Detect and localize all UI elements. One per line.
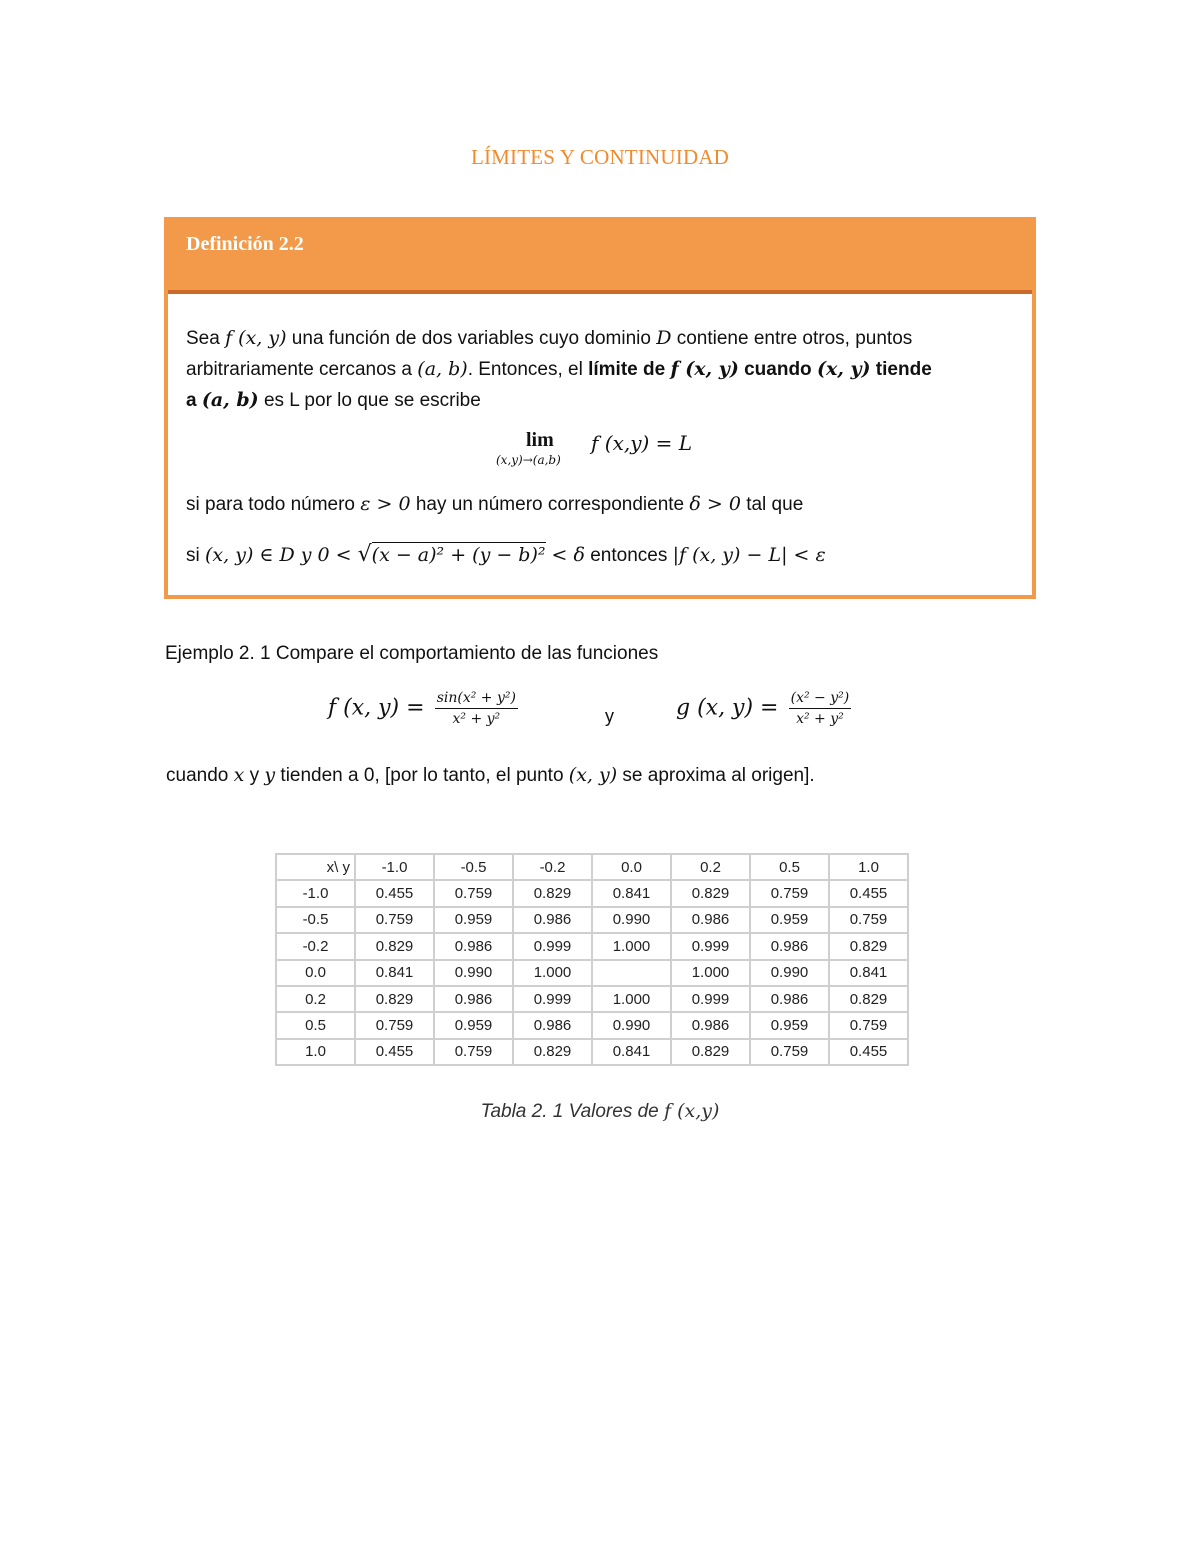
text: hay un número correspondiente (410, 494, 690, 515)
bold-math: f (x, y) (670, 358, 739, 380)
math: (a, b) (417, 358, 468, 380)
table-cell: 0.829 (671, 880, 750, 906)
table-cell: 0.841 (592, 880, 671, 906)
math: < δ (545, 544, 585, 566)
lim-subscript: (x,y)→(a,b) (496, 453, 561, 467)
table-corner-cell: x\ y (276, 854, 355, 880)
row-header: 1.0 (276, 1039, 355, 1065)
math: y (264, 764, 276, 786)
caption-math: f (x,y) (664, 1100, 720, 1122)
math: D (656, 327, 672, 349)
math: (x, y) (568, 764, 618, 786)
text: cuando (166, 765, 234, 786)
text: arbitrariamente cercanos a (186, 359, 418, 380)
table-cell: 0.455 (355, 1039, 434, 1065)
table-cell: 0.759 (750, 1039, 829, 1065)
table-cell: 0.759 (434, 880, 513, 906)
table-cell: 0.829 (355, 933, 434, 959)
text: se aproxima al origen]. (617, 765, 815, 786)
math: f (x, y) (225, 327, 287, 349)
column-header: 1.0 (829, 854, 908, 880)
caption-text: Tabla 2. 1 Valores de (480, 1101, 665, 1122)
table-cell: 0.841 (592, 1039, 671, 1065)
table-cell: 0.759 (434, 1039, 513, 1065)
table-cell: 0.986 (513, 907, 592, 933)
table-cell: 0.959 (750, 907, 829, 933)
definition-line-3 (186, 389, 481, 412)
math: |f (x, y) − L| < ε (672, 544, 826, 566)
table-cell: 0.829 (513, 880, 592, 906)
math: δ > 0 (689, 493, 741, 515)
definition-header (168, 221, 1032, 294)
definition-box (164, 217, 1036, 599)
table-cell: 0.986 (434, 986, 513, 1012)
table-row (276, 933, 908, 959)
table-cell: 0.841 (355, 960, 434, 986)
g-lhs: g (x, y) = (676, 695, 779, 721)
table-header-row (276, 854, 908, 880)
definition-line-2 (186, 358, 932, 381)
table-cell: 0.829 (355, 986, 434, 1012)
table-row (276, 880, 908, 906)
math: (x, y) ∈ D y 0 < (205, 544, 358, 566)
table-cell: 0.829 (671, 1039, 750, 1065)
table-cell: 0.759 (829, 1012, 908, 1038)
text: una función de dos variables cuyo dominio (286, 328, 657, 349)
text: Sea (186, 328, 226, 349)
text: si (186, 545, 205, 566)
table-row (276, 1012, 908, 1038)
math: x (233, 764, 245, 786)
table-cell: 0.759 (829, 907, 908, 933)
bold-text: límite de (588, 359, 671, 380)
bold-math: (a, b) (201, 389, 259, 411)
definition-line-5 (186, 542, 826, 567)
text: . Entonces, el (467, 359, 589, 380)
math: (x − a)² + (y − b)² (371, 544, 546, 566)
table-cell: 0.829 (513, 1039, 592, 1065)
example-label: Ejemplo 2. 1 Compare el comportamiento de las funciones (165, 643, 659, 664)
text: es L por lo que se escribe (258, 390, 481, 411)
math: ε > 0 (360, 493, 411, 515)
text: entonces (584, 545, 673, 566)
table-cell: 1.000 (513, 960, 592, 986)
text: y (244, 765, 265, 786)
column-header: 0.0 (592, 854, 671, 880)
table-cell: 0.990 (750, 960, 829, 986)
bold-text: cuando (738, 359, 817, 380)
f-lhs: f (x, y) = (328, 695, 425, 721)
table-cell: 0.455 (355, 880, 434, 906)
values-table-body (276, 854, 908, 1065)
text: contiene entre otros, puntos (671, 328, 913, 349)
table-cell: 0.759 (355, 1012, 434, 1038)
table-cell: 0.455 (829, 1039, 908, 1065)
table-row (276, 907, 908, 933)
bold-text: a (186, 390, 202, 411)
row-header: 0.5 (276, 1012, 355, 1038)
table-cell: 1.000 (592, 933, 671, 959)
f-formula (328, 690, 518, 727)
definition-line-4 (186, 493, 803, 516)
row-header: -1.0 (276, 880, 355, 906)
table-cell: 0.990 (434, 960, 513, 986)
column-header: -1.0 (355, 854, 434, 880)
text: tal que (740, 494, 804, 515)
row-header: -0.5 (276, 907, 355, 933)
table-cell: 0.959 (750, 1012, 829, 1038)
table-cell: 0.990 (592, 1012, 671, 1038)
lim-expression: f (x,y) = L (591, 431, 693, 455)
g-denominator: x² + y² (796, 711, 844, 727)
table-cell: 1.000 (671, 960, 750, 986)
text: tienden a 0, [por lo tanto, el punto (275, 765, 569, 786)
table-cell: 0.829 (829, 933, 908, 959)
g-numerator: (x² − y²) (789, 690, 852, 709)
g-fraction (789, 690, 852, 727)
table-cell: 0.829 (829, 986, 908, 1012)
table-row (276, 1039, 908, 1065)
table-cell: 0.759 (355, 907, 434, 933)
column-header: 0.2 (671, 854, 750, 880)
connector-y: y (605, 706, 614, 726)
table-cell: 1.000 (592, 986, 671, 1012)
table-row (276, 960, 908, 986)
cuando-line (166, 764, 815, 787)
table-cell: 0.959 (434, 1012, 513, 1038)
bold-text: tiende (870, 359, 932, 380)
table-cell: 0.986 (671, 907, 750, 933)
sqrt-icon: √ (357, 542, 372, 567)
row-header: 0.0 (276, 960, 355, 986)
text: si para todo número (186, 494, 361, 515)
row-header: 0.2 (276, 986, 355, 1012)
table-cell: 0.986 (750, 986, 829, 1012)
table-cell: 0.841 (829, 960, 908, 986)
column-header: -0.2 (513, 854, 592, 880)
definition-line-1 (186, 327, 912, 350)
table-cell: 0.959 (434, 907, 513, 933)
bold-math: (x, y) (816, 358, 871, 380)
page-title: LÍMITES Y CONTINUIDAD (470, 145, 730, 169)
table-cell (592, 960, 671, 986)
column-header: 0.5 (750, 854, 829, 880)
table-cell: 0.999 (671, 933, 750, 959)
values-table (275, 853, 909, 1066)
table-cell: 0.986 (434, 933, 513, 959)
table-cell: 0.759 (750, 880, 829, 906)
table-caption (0, 1100, 1200, 1123)
table-row (276, 986, 908, 1012)
table-cell: 0.999 (513, 933, 592, 959)
table-cell: 0.999 (513, 986, 592, 1012)
f-numerator: sin(x² + y²) (435, 690, 518, 709)
table-cell: 0.990 (592, 907, 671, 933)
f-denominator: x² + y² (452, 711, 501, 727)
f-fraction (435, 690, 518, 727)
row-header: -0.2 (276, 933, 355, 959)
definition-title: Definición 2.2 (186, 233, 304, 255)
table-cell: 0.986 (750, 933, 829, 959)
g-formula (676, 690, 851, 727)
table-cell: 0.455 (829, 880, 908, 906)
table-cell: 0.999 (671, 986, 750, 1012)
lim-word: lim (526, 429, 554, 451)
table-cell: 0.986 (671, 1012, 750, 1038)
column-header: -0.5 (434, 854, 513, 880)
table-cell: 0.986 (513, 1012, 592, 1038)
